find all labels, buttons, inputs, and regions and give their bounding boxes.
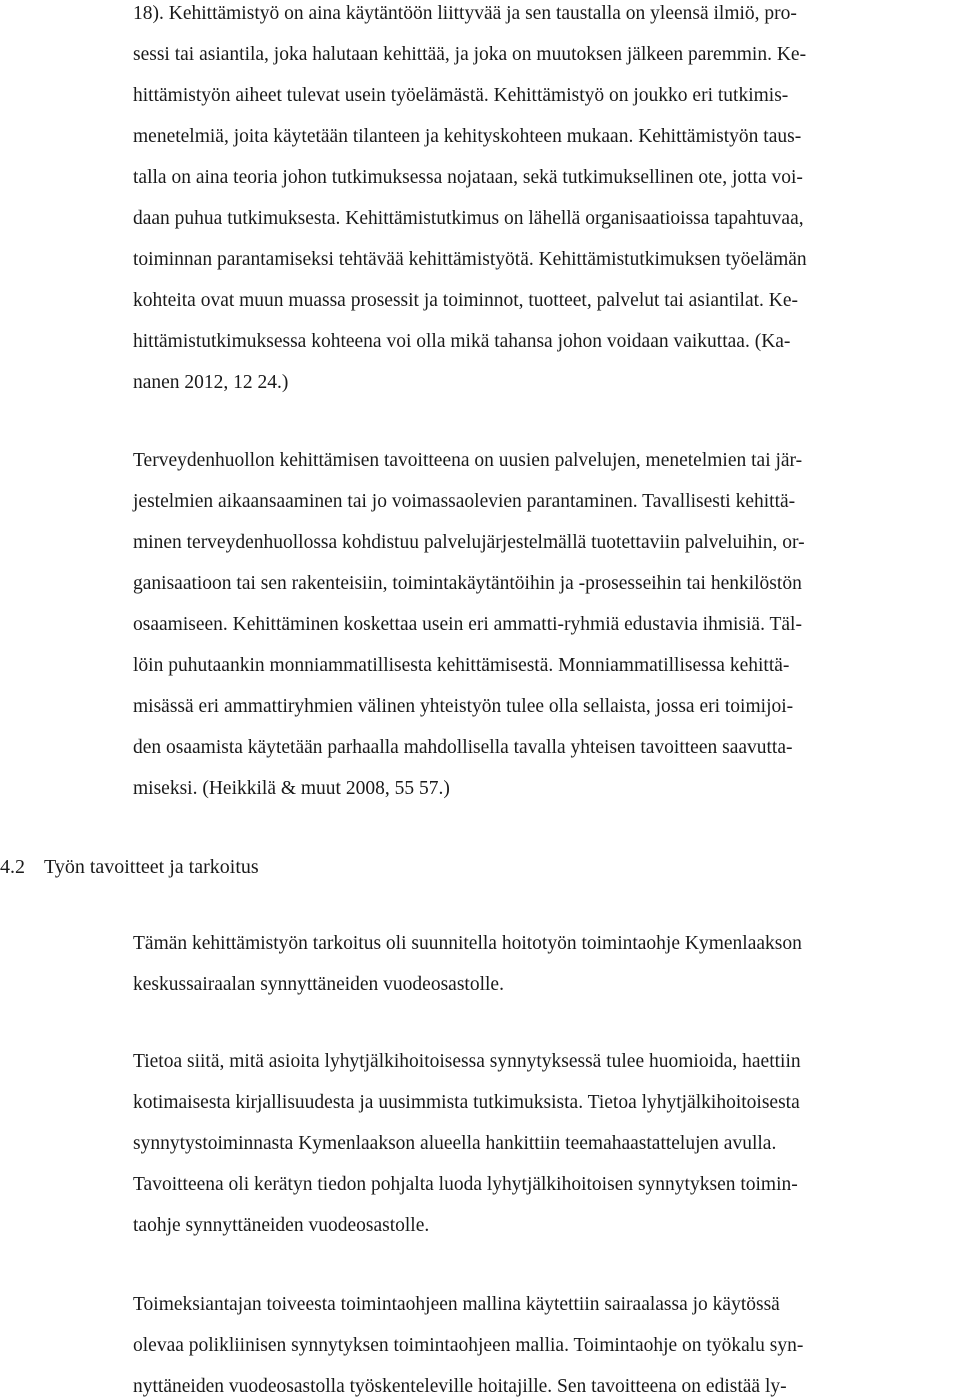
text-line: daan puhua tutkimuksesta. Kehittämistutkimus on lähellä organisaatioissa tapahtuvaa, [133,208,804,229]
text-line: Tavoitteena oli kerätyn tiedon pohjalta luoda lyhytjälkihoitoisen synnytyksen toimin- [133,1174,798,1195]
text-line: miseksi. (Heikkilä & muut 2008, 55 57.) [133,778,450,799]
text-line: synnytystoiminnasta Kymenlaakson alueella hankittiin teemahaastattelujen avulla. [133,1133,777,1154]
text-line: Terveydenhuollon kehittämisen tavoitteena on uusien palvelujen, menetelmien tai jär- [133,450,803,471]
text-line: Tietoa siitä, mitä asioita lyhytjälkihoitoisessa synnytyksessä tulee huomioida, haettiin [133,1051,801,1072]
text-line: den osaamista käytetään parhaalla mahdollisella tavalla yhteisen tavoitteen saavutta- [133,737,793,758]
text-line: talla on aina teoria johon tutkimuksessa nojataan, sekä tutkimuksellinen ote, jotta voi- [133,167,803,188]
text-line: hittämistutkimuksessa kohteena voi olla mikä tahansa johon voidaan vaikuttaa. (Ka- [133,331,791,352]
section-heading [0,855,259,879]
text-line: Tämän kehittämistyön tarkoitus oli suunnitella hoitotyön toimintaohje Kymenlaakson [133,933,802,954]
text-line: 18). Kehittämistyö on aina käytäntöön liittyvää ja sen taustalla on yleensä ilmiö, pro- [133,3,797,24]
text-line: menetelmiä, joita käytetään tilanteen ja kehityskohteen mukaan. Kehittämistyön taus- [133,126,802,147]
text-line: keskussairaalan synnyttäneiden vuodeosastolle. [133,974,504,995]
text-line: toiminnan parantamiseksi tehtävää kehittämistyötä. Kehittämistutkimuksen työelämän [133,249,807,270]
text-line: misässä eri ammattiryhmien välinen yhteistyön tulee olla sellaista, jossa eri toimijoi- [133,696,794,717]
text-line: nyttäneiden vuodeosastolla työskenteleville hoitajille. Sen tavoitteena on edistää ly- [133,1376,787,1397]
text-line: ganisaatioon tai sen rakenteisiin, toimintakäytäntöihin ja -prosesseihin tai henkilöstön [133,573,802,594]
text-line: olevaa polikliinisen synnytyksen toimintaohjeen mallia. Toimintaohje on työkalu syn- [133,1335,804,1356]
text-line: taohje synnyttäneiden vuodeosastolle. [133,1215,430,1236]
text-line: kohteita ovat muun muassa prosessit ja toiminnot, tuotteet, palvelut tai asiantilat. Ke- [133,290,799,311]
text-line: Toimeksiantajan toiveesta toimintaohjeen mallina käytettiin sairaalassa jo käytössä [133,1294,780,1315]
text-line: nanen 2012, 12 24.) [133,372,289,393]
section-number: 4.2 [0,856,25,878]
text-line: jestelmien aikaansaaminen tai jo voimassaolevien parantaminen. Tavallisesti kehittä- [133,491,796,512]
section-title: Työn tavoitteet ja tarkoitus [44,856,259,878]
text-line: sessi tai asiantila, joka halutaan kehittää, ja joka on muutoksen jälkeen paremmin. Ke- [133,44,807,65]
text-line: minen terveydenhuollossa kohdistuu palvelujärjestelmällä tuotettaviin palveluihin, or- [133,532,805,553]
text-line: löin puhutaankin monniammatillisesta kehittämisestä. Monniammatillisessa kehittä- [133,655,790,676]
text-line: osaamiseen. Kehittäminen koskettaa usein eri ammatti-ryhmiä edustavia ihmisiä. Täl- [133,614,802,635]
text-line: hittämistyön aiheet tulevat usein työelämästä. Kehittämistyö on joukko eri tutkimis- [133,85,789,106]
text-line: kotimaisesta kirjallisuudesta ja uusimmista tutkimuksista. Tietoa lyhytjälkihoitoisesta [133,1092,800,1113]
